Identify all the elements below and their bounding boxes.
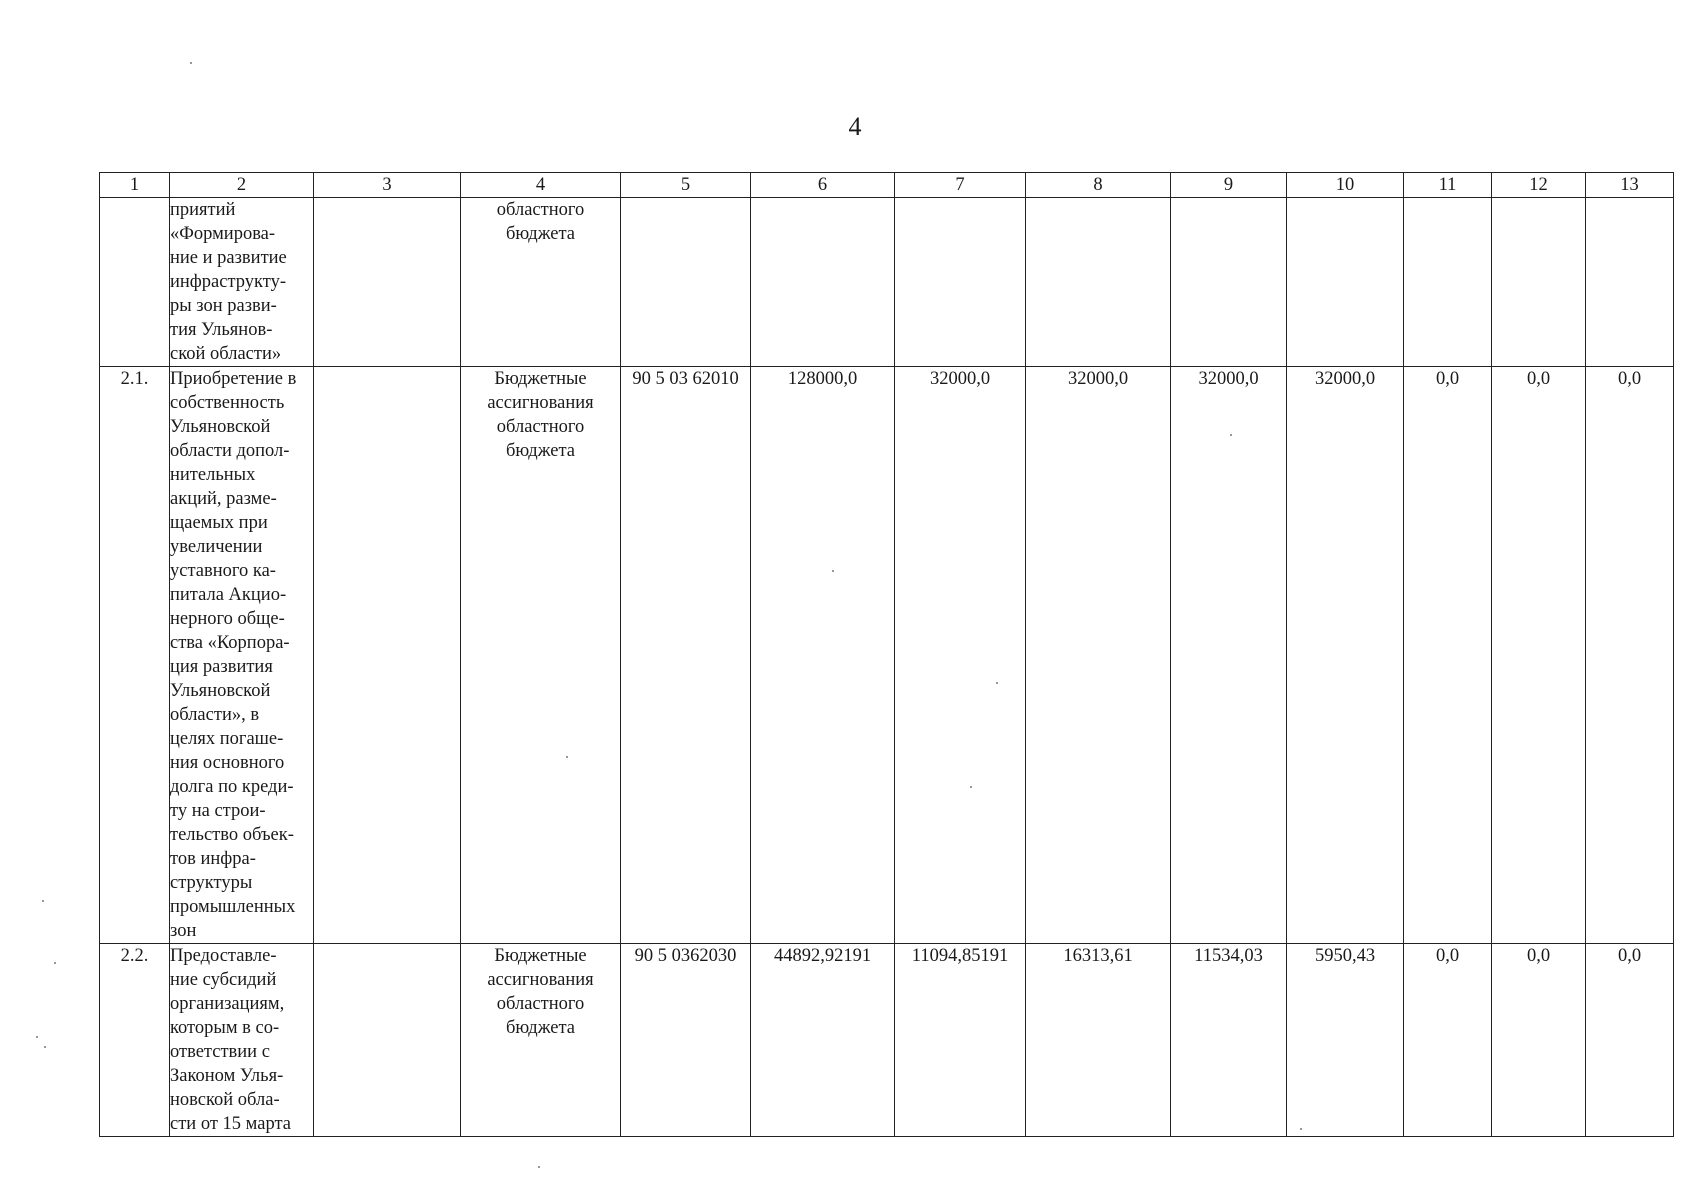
scan-speck [36,1036,38,1038]
table-row [100,944,1674,1137]
funding-source [461,944,621,1137]
item-number: 2.2. [100,944,170,1137]
scan-speck [538,1166,540,1168]
amount-col-12: 0,0 [1492,367,1586,944]
amount-col-7: 11094,85191 [895,944,1026,1137]
scan-speck [42,900,44,902]
responsible-executor [314,198,461,367]
item-number [100,198,170,367]
amount-col-7: 32000,0 [895,367,1026,944]
item-name-line: уставного ка- [170,561,276,581]
funding-source-line: областного [496,417,585,437]
amount-col-13: 0,0 [1586,367,1674,944]
item-name-line: промышленных [170,897,296,917]
funding-source-line: бюджета [506,1018,575,1038]
amount-col-8: 16313,61 [1026,944,1171,1137]
column-header-9: 9 [1171,173,1287,198]
amount-col-13: 0,0 [1586,944,1674,1137]
page-number: 4 [848,112,862,141]
item-name-line: ция развития [170,657,273,677]
scan-speck [996,682,998,684]
amount-col-9: 11534,03 [1171,944,1287,1137]
column-header-13: 13 [1586,173,1674,198]
item-name-line: сти от 15 марта [170,1114,291,1134]
column-header-4: 4 [461,173,621,198]
amount-col-8: 32000,0 [1026,367,1171,944]
item-name-line: целях погаше- [170,729,284,749]
budget-code: 90 5 03 62010 [621,367,751,944]
amount-col-6: 128000,0 [751,367,895,944]
scan-speck [54,962,56,964]
column-header-6: 6 [751,173,895,198]
item-name-line: организациям, [170,994,285,1014]
amount-col-11: 0,0 [1404,367,1492,944]
item-name-line: ние субсидий [170,970,277,990]
funding-source-line: бюджета [506,441,575,461]
header-row [100,173,1674,198]
item-name-line: нерного обще- [170,609,285,629]
funding-source-line: бюджета [506,224,575,244]
item-name-line: структуры [170,873,253,893]
amount-col-9 [1171,198,1287,367]
column-header-8: 8 [1026,173,1171,198]
item-name-line: Ульяновской [170,681,271,701]
item-name-line: ния основного [170,753,285,773]
column-header-2: 2 [170,173,314,198]
scan-speck [44,1046,46,1048]
item-name-line: тия Ульянов- [170,320,273,340]
item-name-line: ской области» [170,344,282,364]
item-name-line: Приобретение в [170,369,297,389]
item-name-line: питала Акцио- [170,585,287,605]
amount-col-13 [1586,198,1674,367]
funding-source [461,367,621,944]
scan-speck [1300,1128,1302,1130]
item-name [170,944,314,1137]
funding-source [461,198,621,367]
item-name-line: новской обла- [170,1090,280,1110]
funding-source-line: ассигнования [487,970,594,990]
item-name-line: ответствии с [170,1042,270,1062]
item-name-line: нительных [170,465,256,485]
budget-code: 90 5 0362030 [621,944,751,1137]
table-row [100,198,1674,367]
funding-source-line: Бюджетные [494,946,587,966]
item-name-line: щаемых при [170,513,268,533]
amount-col-10: 32000,0 [1287,367,1404,944]
item-name-line: ры зон разви- [170,296,277,316]
item-name-line: тельство объек- [170,825,294,845]
item-name-line: тов инфра- [170,849,256,869]
item-name-line: ние и развитие [170,248,287,268]
item-name-line: Ульяновской [170,417,271,437]
funding-source-line: ассигнования [487,393,594,413]
item-name-line: Законом Улья- [170,1066,284,1086]
item-number: 2.1. [100,367,170,944]
item-name-line: долга по креди- [170,777,294,797]
column-header-5: 5 [621,173,751,198]
item-name-line: Предоставле- [170,946,277,966]
amount-col-10: 5950,43 [1287,944,1404,1137]
item-name-line: области», в [170,705,260,725]
amount-col-9: 32000,0 [1171,367,1287,944]
funding-source-line: областного [496,200,585,220]
scan-speck [970,786,972,788]
responsible-executor [314,944,461,1137]
column-header-11: 11 [1404,173,1492,198]
item-name-line: «Формирова- [170,224,276,244]
item-name-line: ства «Корпора- [170,633,290,653]
scan-speck [566,756,568,758]
item-name-line: инфраструкту- [170,272,287,292]
item-name-line: которым в со- [170,1018,280,1038]
amount-col-6: 44892,92191 [751,944,895,1137]
amount-col-11: 0,0 [1404,944,1492,1137]
amount-col-8 [1026,198,1171,367]
item-name-line: акций, разме- [170,489,277,509]
item-name-line: увеличении [170,537,263,557]
funding-source-line: Бюджетные [494,369,587,389]
column-header-1: 1 [100,173,170,198]
amount-col-11 [1404,198,1492,367]
amount-col-7 [895,198,1026,367]
scan-speck [190,62,192,64]
item-name [170,198,314,367]
column-header-3: 3 [314,173,461,198]
column-header-7: 7 [895,173,1026,198]
table-body [100,198,1674,1137]
amount-col-12: 0,0 [1492,944,1586,1137]
table-row [100,367,1674,944]
item-name-line: зон [170,921,197,941]
amount-col-12 [1492,198,1586,367]
budget-code [621,198,751,367]
item-name-line: ту на строи- [170,801,266,821]
scan-speck [1230,434,1232,436]
amount-col-6 [751,198,895,367]
column-header-12: 12 [1492,173,1586,198]
item-name-line: приятий [170,200,236,220]
item-name [170,367,314,944]
item-name-line: собственность [170,393,285,413]
responsible-executor [314,367,461,944]
item-name-line: области допол- [170,441,290,461]
budget-table [99,172,1674,1137]
amount-col-10 [1287,198,1404,367]
scan-speck [832,570,834,572]
funding-source-line: областного [496,994,585,1014]
column-header-10: 10 [1287,173,1404,198]
